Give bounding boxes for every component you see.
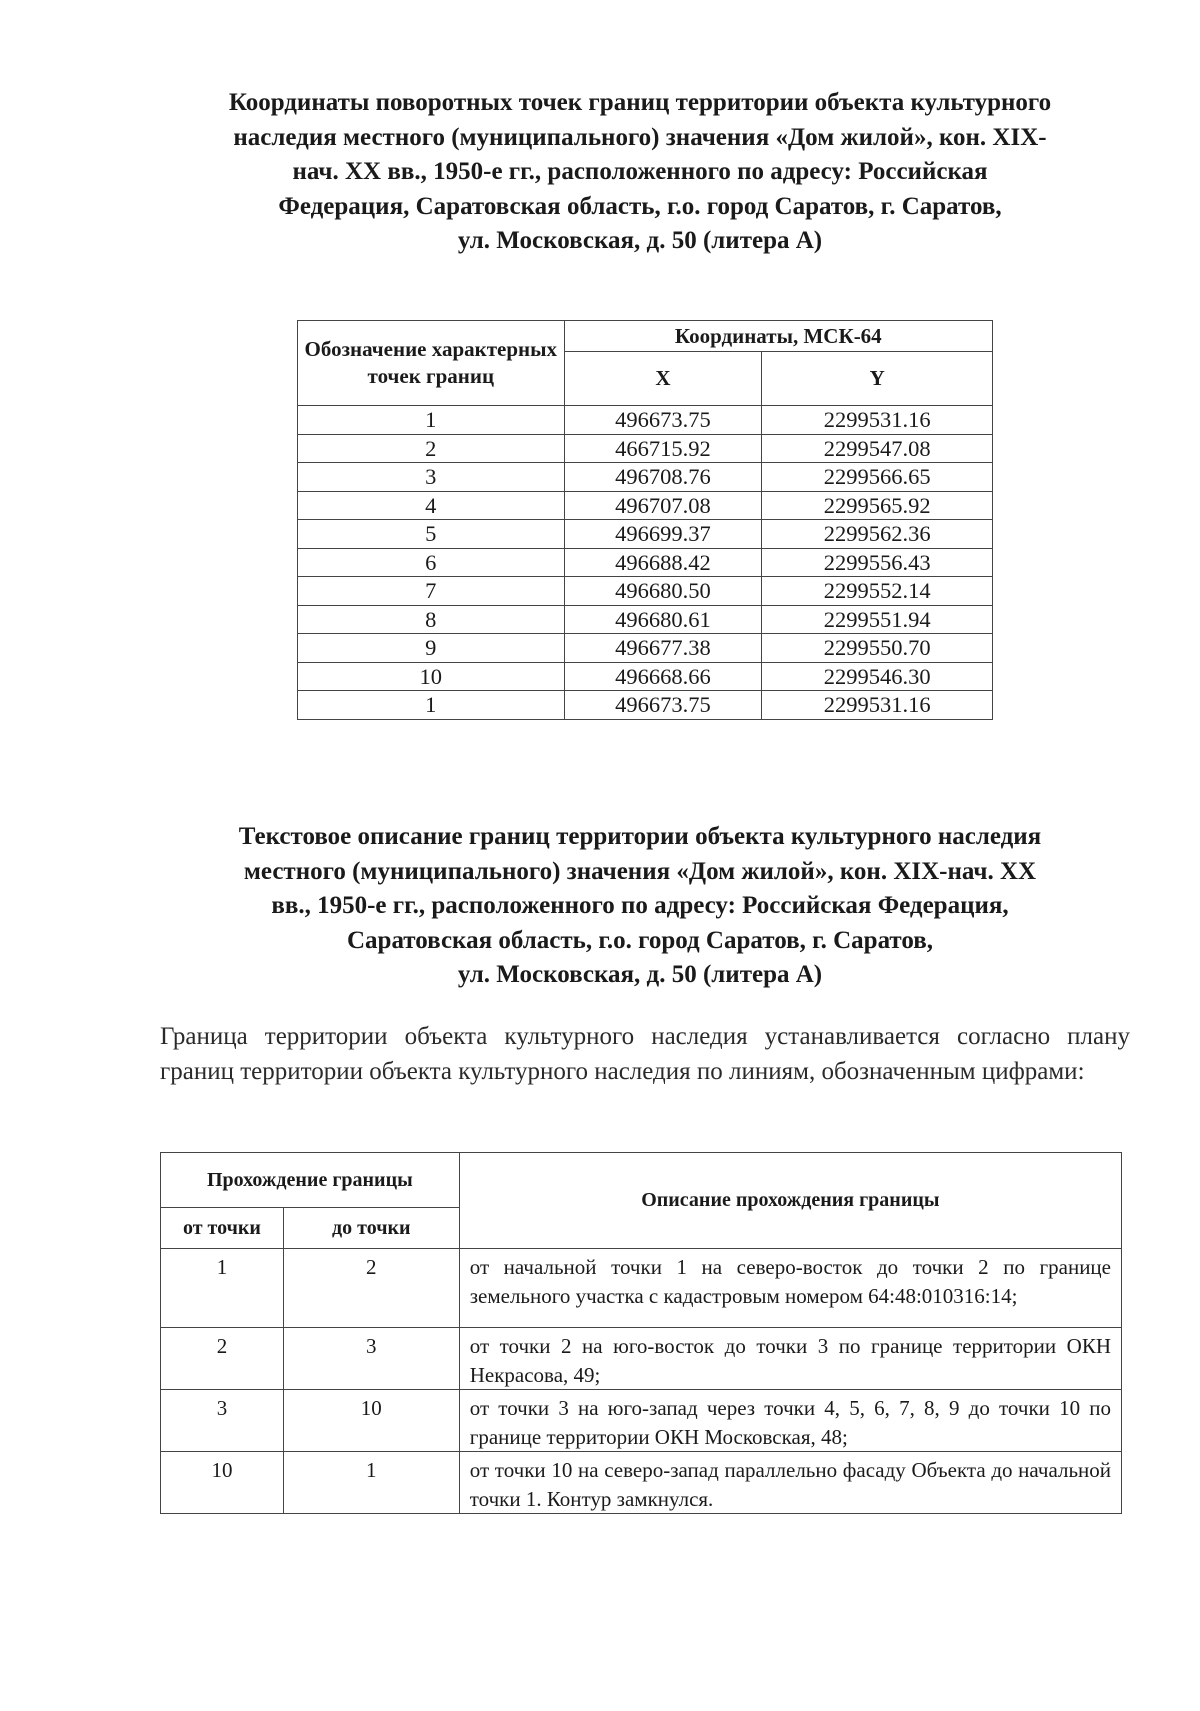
point-cell: 8 xyxy=(298,605,565,634)
x-cell: 496688.42 xyxy=(564,548,762,577)
table-row xyxy=(298,691,993,720)
heading-line: наследия местного (муниципального) значения «Дом жилой», кон. XIX- xyxy=(233,123,1047,151)
table-row xyxy=(161,1390,1122,1452)
y-cell: 2299565.92 xyxy=(762,491,993,520)
description-cell: от точки 3 на юго-запад через точки 4, 5, 6, 7, 8, 9 до точки 10 по границе территории ОКН Московская, 48; xyxy=(459,1390,1121,1452)
point-cell: 9 xyxy=(298,634,565,663)
to-cell: 3 xyxy=(283,1328,459,1390)
heading-line: Федерация, Саратовская область, г.о. город Саратов, г. Саратов, xyxy=(278,192,1002,220)
header-passage: Прохождение границы xyxy=(161,1153,460,1208)
heading-line: местного (муниципального) значения «Дом жилой», кон. XIX-нач. XX xyxy=(243,857,1037,885)
heading-line: Текстовое описание границ территории объекта культурного наследия xyxy=(238,823,1042,850)
heading-line: вв., 1950-е гг., расположенного по адресу: Российская Федерация, xyxy=(271,892,1009,919)
y-cell: 2299531.16 xyxy=(762,691,993,720)
point-cell: 1 xyxy=(298,406,565,435)
x-cell: 496708.76 xyxy=(564,463,762,492)
table-row xyxy=(298,634,993,663)
description-cell: от начальной точки 1 на северо-восток до точки 2 по границе земельного участка с кадастровым номером 64:48:010316:14; xyxy=(459,1249,1121,1328)
y-cell: 2299551.94 xyxy=(762,605,993,634)
table-row xyxy=(298,491,993,520)
table-row xyxy=(298,520,993,549)
x-cell: 496668.66 xyxy=(564,662,762,691)
table-row xyxy=(298,662,993,691)
coordinates-table-body xyxy=(298,406,993,720)
header-point-designation: Обозначение характерных точек границ xyxy=(298,321,565,406)
x-cell: 496699.37 xyxy=(564,520,762,549)
coordinates-heading xyxy=(150,86,1130,259)
table-row xyxy=(298,605,993,634)
heading-line: нач. XX вв., 1950-е гг., расположенного по адресу: Российская xyxy=(292,158,988,185)
description-cell: от точки 2 на юго-восток до точки 3 по границе территории ОКН Некрасова, 49; xyxy=(459,1328,1121,1390)
point-cell: 2 xyxy=(298,434,565,463)
boundary-description-table xyxy=(160,1152,1122,1514)
description-table-body xyxy=(161,1249,1122,1514)
description-heading xyxy=(150,820,1130,993)
to-cell: 2 xyxy=(283,1249,459,1328)
x-cell: 496707.08 xyxy=(564,491,762,520)
header-coordinates: Координаты, МСК-64 xyxy=(564,321,992,352)
heading-line: Саратовская область, г.о. город Саратов, г. Саратов, xyxy=(347,926,933,954)
x-cell: 466715.92 xyxy=(564,434,762,463)
x-cell: 496677.38 xyxy=(564,634,762,663)
y-cell: 2299552.14 xyxy=(762,577,993,606)
x-cell: 496673.75 xyxy=(564,406,762,435)
heading-line: ул. Московская, д. 50 (литера А) xyxy=(457,227,823,254)
header-from-point: от точки xyxy=(161,1208,284,1249)
point-cell: 7 xyxy=(298,577,565,606)
x-cell: 496680.50 xyxy=(564,577,762,606)
table-row xyxy=(298,577,993,606)
table-row xyxy=(298,548,993,577)
header-description: Описание прохождения границы xyxy=(459,1153,1121,1249)
table-row xyxy=(161,1452,1122,1514)
table-row xyxy=(298,463,993,492)
point-cell: 1 xyxy=(298,691,565,720)
point-cell: 3 xyxy=(298,463,565,492)
table-row xyxy=(298,406,993,435)
heading-line: ул. Московская, д. 50 (литера А) xyxy=(457,961,823,988)
intro-paragraph: Граница территории объекта культурного наследия устанавливается согласно плану границ территории объекта культурного наследия по линиям, обозначенным цифрами: xyxy=(160,1023,1130,1085)
from-cell: 1 xyxy=(161,1249,284,1328)
header-to-point: до точки xyxy=(283,1208,459,1249)
point-cell: 5 xyxy=(298,520,565,549)
y-cell: 2299547.08 xyxy=(762,434,993,463)
x-cell: 496680.61 xyxy=(564,605,762,634)
y-cell: 2299562.36 xyxy=(762,520,993,549)
header-x: X xyxy=(564,352,762,406)
point-cell: 4 xyxy=(298,491,565,520)
from-cell: 2 xyxy=(161,1328,284,1390)
y-cell: 2299556.43 xyxy=(762,548,993,577)
point-cell: 10 xyxy=(298,662,565,691)
table-row xyxy=(298,434,993,463)
to-cell: 10 xyxy=(283,1390,459,1452)
table-row xyxy=(161,1249,1122,1328)
point-cell: 6 xyxy=(298,548,565,577)
coordinates-table xyxy=(297,320,993,720)
heading-line: Координаты поворотных точек границ территории объекта культурного xyxy=(228,89,1052,116)
y-cell: 2299566.65 xyxy=(762,463,993,492)
to-cell: 1 xyxy=(283,1452,459,1514)
description-cell: от точки 10 на северо-запад параллельно фасаду Объекта до начальной точки 1. Контур замкнулся. xyxy=(459,1452,1121,1514)
y-cell: 2299531.16 xyxy=(762,406,993,435)
y-cell: 2299546.30 xyxy=(762,662,993,691)
y-cell: 2299550.70 xyxy=(762,634,993,663)
from-cell: 10 xyxy=(161,1452,284,1514)
header-y: Y xyxy=(762,352,993,406)
table-row xyxy=(161,1328,1122,1390)
x-cell: 496673.75 xyxy=(564,691,762,720)
from-cell: 3 xyxy=(161,1390,284,1452)
